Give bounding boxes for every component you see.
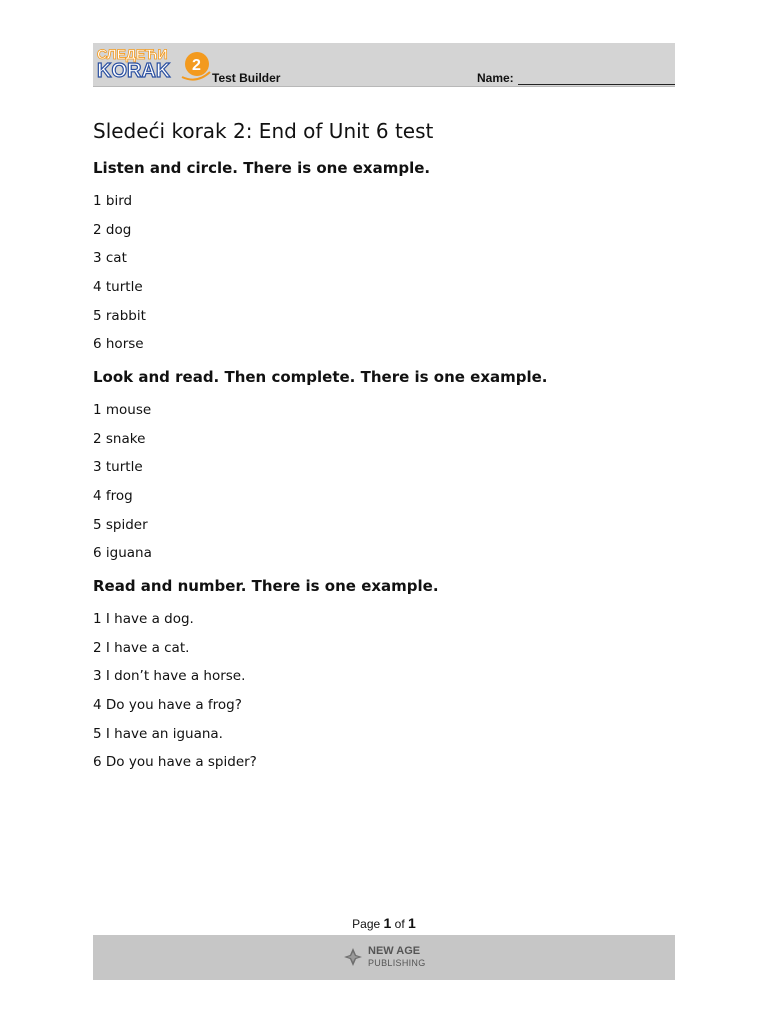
svg-text:KORAK: KORAK [97,60,171,82]
list-item: 3 cat [93,250,127,266]
list-item: 2 dog [93,222,132,238]
name-label: Name: [477,71,514,85]
list-item: 6 horse [93,336,144,352]
page-word: Page [352,917,381,931]
publisher-logo-icon [343,947,363,967]
list-item: 1 I have a dog. [93,611,194,627]
list-item: 3 I don’t have a horse. [93,668,246,684]
publisher-line-1: NEW AGE [368,945,421,957]
sledeci-korak-logo [94,44,212,84]
list-item: 1 bird [93,193,133,209]
page-number [0,915,768,931]
list-item: 5 I have an iguana. [93,726,223,742]
page-of: of [394,917,405,931]
page-title: Sledeći korak 2: End of Unit 6 test [93,119,434,143]
list-item: 2 I have a cat. [93,640,190,656]
list-item: 4 frog [93,488,133,504]
list-item: 1 mouse [93,402,152,418]
list-item: 5 spider [93,517,148,533]
list-item: 4 turtle [93,279,143,295]
page-total: 1 [408,915,416,931]
page-current: 1 [383,915,392,931]
section-heading: Listen and circle. There is one example. [93,159,431,177]
publisher-name [368,945,426,969]
list-item: 6 Do you have a spider? [93,754,257,770]
name-field-line[interactable] [518,84,675,85]
list-item: 6 iguana [93,545,152,561]
test-builder-label: Test Builder [212,71,281,85]
list-item: 4 Do you have a frog? [93,697,242,713]
list-item: 2 snake [93,431,146,447]
list-item: 3 turtle [93,459,143,475]
section-heading: Read and number. There is one example. [93,577,439,595]
list-item: 5 rabbit [93,308,146,324]
section-heading: Look and read. Then complete. There is one example. [93,368,548,386]
publisher-line-2: PUBLISHING [368,958,426,968]
svg-text:2: 2 [192,57,201,74]
svg-text:СЛЕДЕЋИ: СЛЕДЕЋИ [97,46,168,62]
